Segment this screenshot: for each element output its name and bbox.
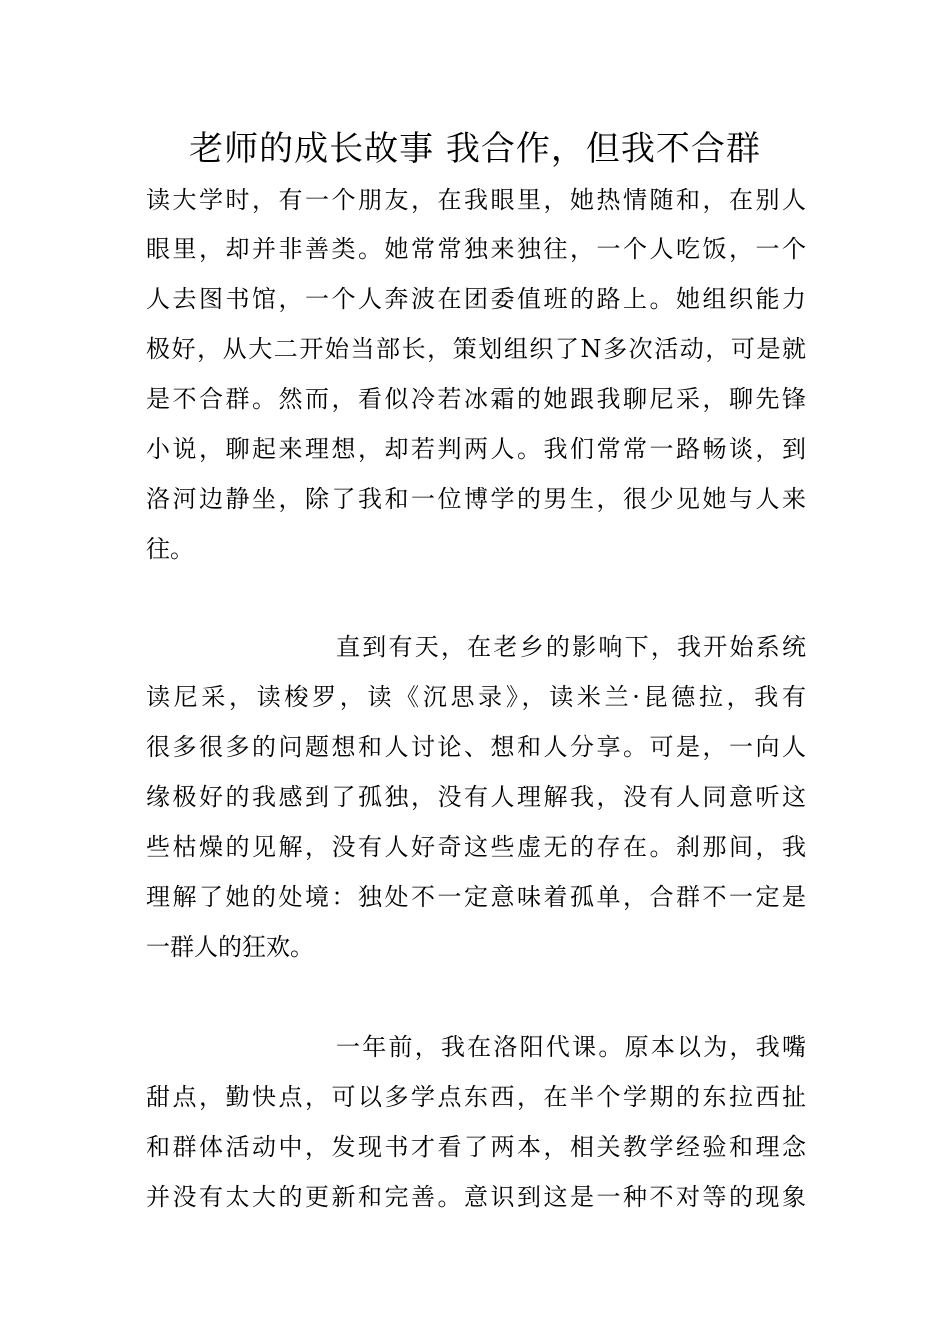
paragraph-2-line-4: 缘极好的我感到了孤独，没有人理解我，没有人同意听这 [146, 783, 806, 811]
paragraph-1-line-5: 是不合群。然而，看似冷若冰霜的她跟我聊尼采，聊先锋 [146, 385, 806, 413]
paragraph-3-line-3: 和群体活动中，发现书才看了两本，相关教学经验和理念 [146, 1133, 806, 1161]
paragraph-2-line-2: 读尼采，读梭罗，读《沉思录》，读米兰·昆德拉，我有 [146, 683, 806, 711]
paragraph-1-line-8: 往。 [146, 535, 194, 563]
paragraph-1-line-3: 人去图书馆，一个人奔波在团委值班的路上。她组织能力 [146, 285, 806, 313]
paragraph-1-line-7: 洛河边静坐，除了我和一位博学的男生，很少见她与人来 [146, 485, 806, 513]
paragraph-3-line-2: 甜点，勤快点，可以多学点东西，在半个学期的东拉西扯 [146, 1083, 806, 1111]
paragraph-3-line-4: 并没有太大的更新和完善。意识到这是一种不对等的现象 [146, 1183, 806, 1211]
paragraph-2-line-7: 一群人的狂欢。 [146, 933, 314, 961]
paragraph-1-line-6: 小说，聊起来理想，却若判两人。我们常常一路畅谈，到 [146, 435, 806, 463]
paragraph-2-line-1: 直到有天，在老乡的影响下，我开始系统 [336, 633, 806, 661]
paragraph-3-line-1: 一年前，我在洛阳代课。原本以为，我嘴 [336, 1033, 806, 1061]
paragraph-2-line-6: 理解了她的处境：独处不一定意味着孤单，合群不一定是 [146, 883, 806, 911]
paragraph-1-line-1: 读大学时，有一个朋友，在我眼里，她热情随和，在别人 [146, 186, 806, 214]
paragraph-2-line-5: 些枯燥的见解，没有人好奇这些虚无的存在。刹那间，我 [146, 833, 806, 861]
paragraph-1-line-4: 极好，从大二开始当部长，策划组织了N多次活动，可是就 [146, 335, 806, 363]
paragraph-1-line-2: 眼里，却并非善类。她常常独来独往，一个人吃饭，一个 [146, 235, 806, 263]
paragraph-2-line-3: 很多很多的问题想和人讨论、想和人分享。可是，一向人 [146, 733, 806, 761]
page-title: 老师的成长故事 我合作，但我不合群 [189, 129, 761, 169]
